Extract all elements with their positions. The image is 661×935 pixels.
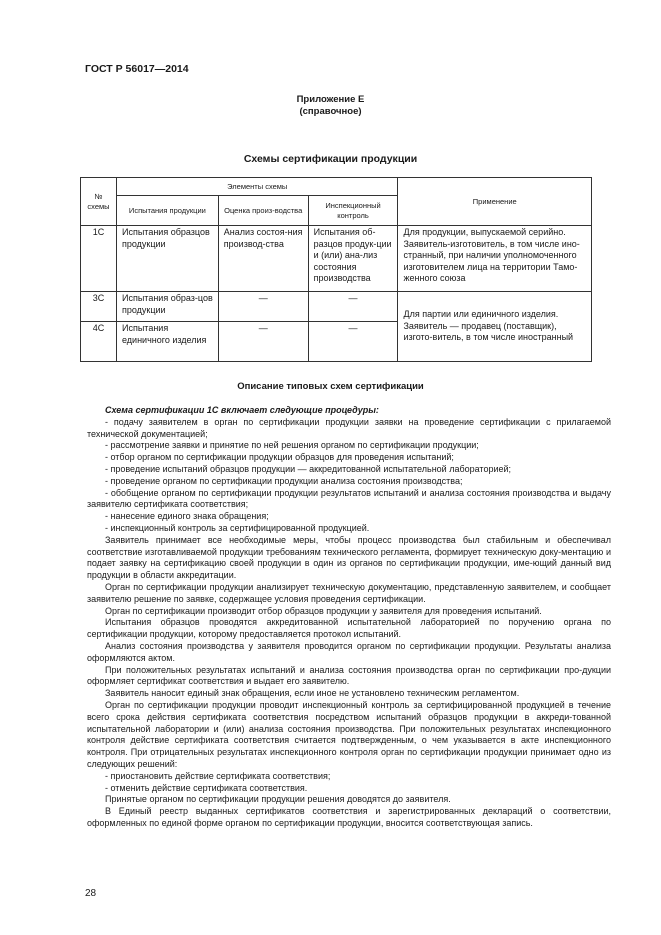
paragraph: Заявитель наносит единый знак обращения, если иное не установлено техническим регламентом. xyxy=(105,688,520,699)
inspection-cell: — xyxy=(308,322,398,362)
scheme-heading: Схема сертификации 1С включает следующие процедуры: xyxy=(105,405,379,415)
certification-schemes-table xyxy=(80,177,592,362)
header-scheme-elements: Элементы схемы xyxy=(116,178,398,196)
document-header: ГОСТ Р 56017—2014 xyxy=(85,63,189,75)
paragraph: Орган по сертификации продукции проводит инспекционный контроль за сертифицированной продукцией в течение всего срока действия сертификата соответствия посредством испытаний образцов продукции в аккреди-тованной испытательной лаборатории и (или) анализа состояния производства. При положительных результатах инспекционного контроля действие сертификата соответствия считается подтвержденным, о чем указывается в акте инспекционного контроля. При отрицательных результатах инспекционного контроля орган по сертификации продукции принимает одно из следующих решений: xyxy=(87,699,611,769)
paragraph: - обобщение органом по сертификации продукции результатов испытаний и анализа состояния производства и выдачу заявителю сертификата соответствия; xyxy=(87,487,611,510)
paragraph: - отменить действие сертификата соответствия. xyxy=(105,782,308,793)
scheme-number: 4С xyxy=(81,322,117,362)
document-body xyxy=(87,405,611,830)
section-title: Описание типовых схем сертификации xyxy=(237,381,424,392)
table-row xyxy=(81,226,592,292)
paragraph: Принятые органом по сертификации продукции решения доводятся до заявителя. xyxy=(105,794,451,805)
header-scheme-number: № схемы xyxy=(81,178,117,226)
paragraph: - подачу заявителем в орган по сертификации продукции заявки на проведение сертификации с прилагаемой технической документацией; xyxy=(87,416,611,439)
paragraph: В Единый реестр выданных сертификатов соответствия и зарегистрированных деклараций о соответствии, оформленных по единой форме органом по сертификации продукции, вносится соответствующая запись. xyxy=(87,806,611,828)
header-inspection-control: Инспекционный контроль xyxy=(308,196,398,226)
testing-cell: Испытания образцов продукции xyxy=(116,226,218,292)
scheme-number: 3С xyxy=(81,292,117,322)
testing-cell: Испытания образ-цов продукции xyxy=(116,292,218,322)
paragraph: Орган по сертификации продукции анализирует техническую документацию, представленную заявителем, и сообщает заявителю решение по заявке, содержащее условия проведения сертификации. xyxy=(87,581,611,604)
paragraph: - рассмотрение заявки и принятие по ней решения органом по сертификации продукции; xyxy=(105,440,479,451)
application-cell: Для партии или единичного изделия. Заявитель — продавец (поставщик), изгото-витель, в том числе иностранный xyxy=(398,292,592,362)
testing-cell: Испытания единичного изделия xyxy=(116,322,218,362)
paragraph: - инспекционный контроль за сертифицированной продукцией. xyxy=(105,522,370,533)
inspection-cell: — xyxy=(308,292,398,322)
header-production-assessment: Оценка произ-водства xyxy=(218,196,308,226)
assessment-cell: — xyxy=(218,322,308,362)
inspection-cell: Испытания об-разцов продук-ции и (или) ана-лиз состояния производства xyxy=(308,226,398,292)
table-title: Схемы сертификации продукции xyxy=(243,153,418,165)
paragraph: Орган по сертификации производит отбор образцов продукции у заявителя для проведения испытаний. xyxy=(105,605,542,616)
header-product-testing: Испытания продукции xyxy=(116,196,218,226)
scheme-number: 1С xyxy=(81,226,117,292)
page-number: 28 xyxy=(85,888,97,899)
paragraph: - приостановить действие сертификата соответствия; xyxy=(105,770,331,781)
paragraph: - проведение органом по сертификации продукции анализа состояния производства; xyxy=(105,475,463,486)
paragraph: - нанесение единого знака обращения; xyxy=(105,511,269,522)
table-row xyxy=(81,292,592,322)
assessment-cell: Анализ состоя-ния производ-ства xyxy=(218,226,308,292)
paragraph: - проведение испытаний образцов продукции — аккредитованной испытательной лабораторией; xyxy=(105,463,512,474)
paragraph: Анализ состояния производства у заявителя проводится органом по сертификации продукции. Результаты анализа оформляются актом. xyxy=(87,640,611,663)
application-cell: Для продукции, выпускаемой серийно. Заявитель-изготовитель, в том числе ино-странный, при наличии уполномоченного изготовителем лица на территории Тамо-женного союза xyxy=(398,226,592,292)
paragraph: - отбор органом по сертификации продукции образцов для проведения испытаний; xyxy=(105,452,454,463)
paragraph: Заявитель принимает все необходимые меры, чтобы процесс производства был стабильным и обеспечивал соответствие изготавливаемой продукции требованиям технического регламента, формирует техническую доку-ментацию и подает заявку на сертификацию своей продукции в один из органов по сертификации продукции, име-ющий данный вид продукции в области аккредитации. xyxy=(87,534,611,581)
paragraph: При положительных результатах испытаний и анализа состояния производства орган по сертификации про-дукции оформляет сертификат соответствия и выдает его заявителю. xyxy=(87,664,611,687)
assessment-cell: — xyxy=(218,292,308,322)
appendix-subtitle: (справочное) xyxy=(299,106,362,117)
paragraph: Испытания образцов проводятся аккредитованной испытательной лабораторией по поручению органа по сертификации продукции, которому предоставляется протокол испытаний. xyxy=(87,617,611,640)
header-application: Применение xyxy=(398,178,592,226)
appendix-title: Приложение Е xyxy=(296,94,365,105)
